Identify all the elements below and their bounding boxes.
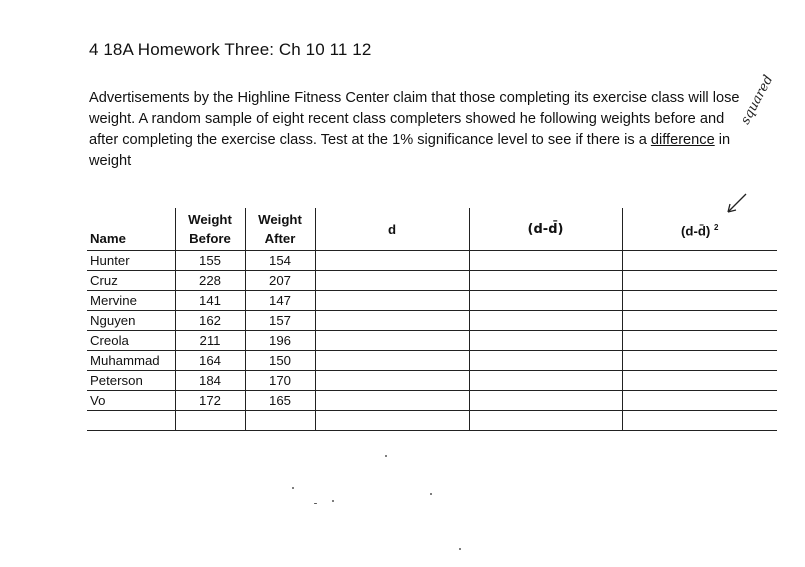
- scan-speck: [292, 487, 294, 489]
- data-table: [87, 208, 777, 431]
- header-weight-after: Weight After: [245, 208, 315, 251]
- cell-before: 228: [175, 271, 245, 291]
- cell-blank[interactable]: [469, 411, 622, 431]
- table-row: [87, 331, 777, 351]
- cell-before: 155: [175, 251, 245, 271]
- cell-before: 141: [175, 291, 245, 311]
- cell-name: Creola: [87, 331, 175, 351]
- cell-d-blank[interactable]: [315, 371, 469, 391]
- header-deviation-squared-exponent: 2: [714, 222, 719, 232]
- cell-dev-sq-blank[interactable]: [622, 391, 777, 411]
- scan-speck: [385, 455, 387, 457]
- handwritten-note: squared: [738, 72, 777, 128]
- cell-before: 162: [175, 311, 245, 331]
- cell-dev-blank[interactable]: [469, 251, 622, 271]
- cell-blank[interactable]: [87, 411, 175, 431]
- header-weight-before: Weight Before: [175, 208, 245, 251]
- cell-dev-sq-blank[interactable]: [622, 331, 777, 351]
- cell-blank[interactable]: [175, 411, 245, 431]
- cell-after: 147: [245, 291, 315, 311]
- cell-before: 172: [175, 391, 245, 411]
- cell-dev-blank[interactable]: [469, 351, 622, 371]
- table-row: [87, 251, 777, 271]
- cell-name: Cruz: [87, 271, 175, 291]
- cell-after: 165: [245, 391, 315, 411]
- table-row: [87, 351, 777, 371]
- table-row-blank: [87, 411, 777, 431]
- table-row: [87, 271, 777, 291]
- cell-after: 157: [245, 311, 315, 331]
- problem-statement: [89, 88, 757, 172]
- cell-after: 150: [245, 351, 315, 371]
- cell-name: Mervine: [87, 291, 175, 311]
- cell-name: Muhammad: [87, 351, 175, 371]
- table-row: [87, 291, 777, 311]
- cell-dev-blank[interactable]: [469, 311, 622, 331]
- problem-text-2: in weight: [89, 132, 731, 169]
- cell-dev-blank[interactable]: [469, 371, 622, 391]
- cell-after: 207: [245, 271, 315, 291]
- header-deviation-squared-label: (d-d̄): [681, 223, 711, 239]
- table-row: [87, 391, 777, 411]
- cell-before: 184: [175, 371, 245, 391]
- page-title: 4 18A Homework Three: Ch 10 11 12: [89, 40, 372, 59]
- cell-dev-sq-blank[interactable]: [622, 271, 777, 291]
- cell-before: 211: [175, 331, 245, 351]
- cell-dev-sq-blank[interactable]: [622, 371, 777, 391]
- cell-d-blank[interactable]: [315, 351, 469, 371]
- cell-d-blank[interactable]: [315, 331, 469, 351]
- header-d: d: [315, 208, 469, 251]
- cell-after: 170: [245, 371, 315, 391]
- header-deviation-squared: [622, 208, 777, 251]
- cell-name: Nguyen: [87, 311, 175, 331]
- cell-dev-sq-blank[interactable]: [622, 351, 777, 371]
- table-header-row: [87, 208, 777, 251]
- cell-after: 154: [245, 251, 315, 271]
- cell-d-blank[interactable]: [315, 311, 469, 331]
- cell-dev-blank[interactable]: [469, 391, 622, 411]
- header-name: Name: [87, 208, 175, 251]
- cell-name: Peterson: [87, 371, 175, 391]
- cell-dev-sq-blank[interactable]: [622, 311, 777, 331]
- table-row: [87, 371, 777, 391]
- problem-underlined-word: difference: [650, 132, 715, 148]
- cell-dev-sq-blank[interactable]: [622, 251, 777, 271]
- problem-text-1: Advertisements by the Highline Fitness Center claim that those completing its exercise class will lose weight. A random sample of eight recent class completers showed he following weights before and after completing the exercise class. Test at the 1% significance level to see if there is a: [89, 90, 740, 148]
- cell-name: Hunter: [87, 251, 175, 271]
- header-deviation: (d-d̄): [469, 208, 622, 251]
- cell-d-blank[interactable]: [315, 271, 469, 291]
- cell-after: 196: [245, 331, 315, 351]
- table-row: [87, 311, 777, 331]
- scan-speck: [459, 548, 461, 550]
- cell-blank[interactable]: [315, 411, 469, 431]
- cell-before: 164: [175, 351, 245, 371]
- cell-d-blank[interactable]: [315, 291, 469, 311]
- cell-dev-sq-blank[interactable]: [622, 291, 777, 311]
- cell-dev-blank[interactable]: [469, 271, 622, 291]
- cell-dev-blank[interactable]: [469, 331, 622, 351]
- cell-dev-blank[interactable]: [469, 291, 622, 311]
- scan-speck: [314, 503, 317, 504]
- scan-speck: [332, 500, 334, 502]
- cell-blank[interactable]: [622, 411, 777, 431]
- cell-d-blank[interactable]: [315, 251, 469, 271]
- cell-d-blank[interactable]: [315, 391, 469, 411]
- scan-speck: [430, 493, 432, 495]
- cell-name: Vo: [87, 391, 175, 411]
- cell-blank[interactable]: [245, 411, 315, 431]
